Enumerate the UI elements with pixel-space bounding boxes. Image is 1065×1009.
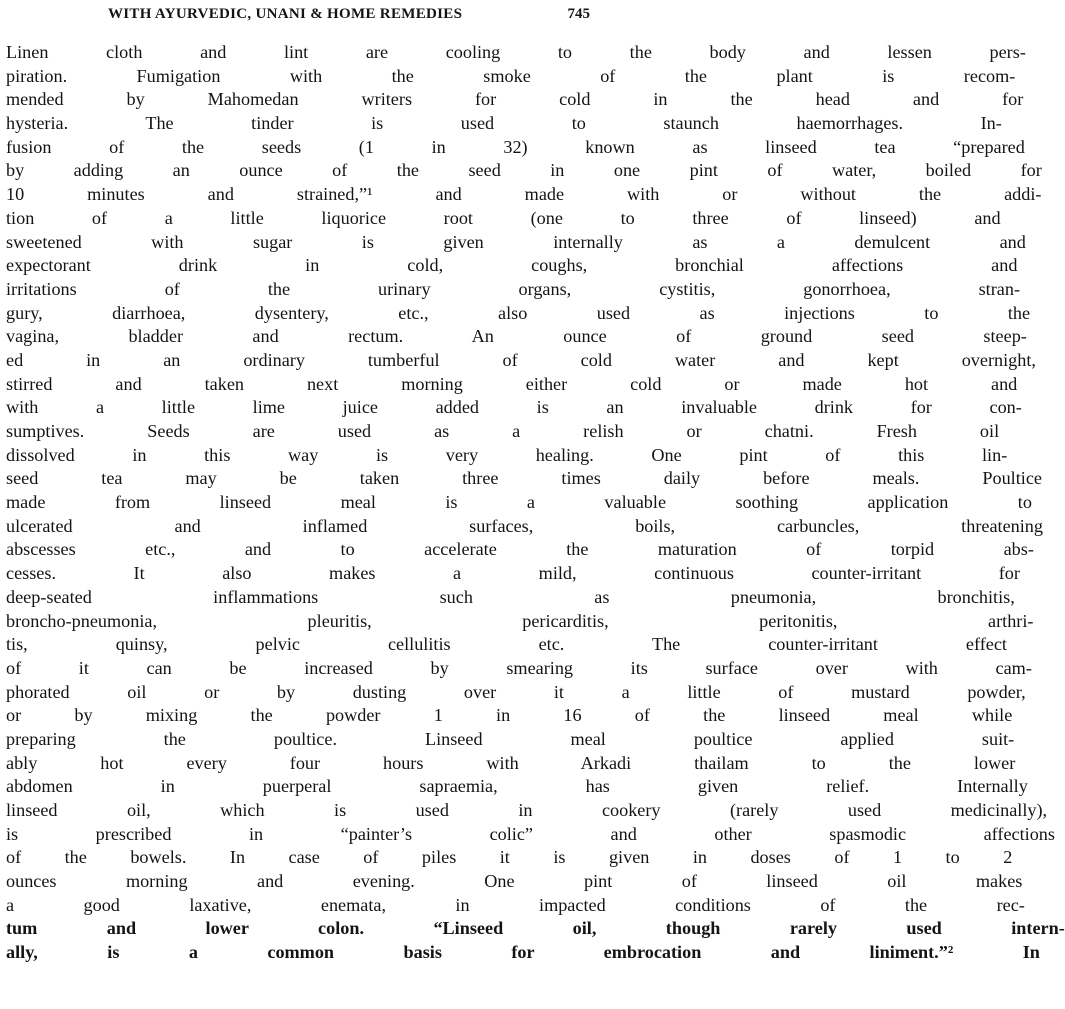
text-line: phorated oil or by dusting over it a little of mustard powder, (6, 681, 1026, 702)
text-line: stirred and taken next morning either cold or made hot and (6, 373, 1018, 394)
text-line: hysteria. The tinder is used to staunch haemorrhages. In- (6, 113, 1002, 134)
text-line: preparing the poultice. Linseed meal poultice applied suit- (6, 728, 1015, 749)
text-line: vagina, bladder and rectum. An ounce of ground seed steep- (6, 326, 1027, 347)
text-line: 10 minutes and strained,”¹ and made with or without the addi- (6, 184, 1042, 205)
text-line: tis, quinsy, pelvic cellulitis etc. The counter-irritant effect (6, 634, 1007, 655)
text-line: by adding an ounce of the seed in one pint of water, boiled for (6, 160, 1042, 181)
text-line: sweetened with sugar is given internally as a demulcent and (6, 231, 1026, 252)
text-line: fusion of the seeds (1 in 32) known as linseed tea “prepared (6, 136, 1025, 157)
text-line: ally, is a common basis for embrocation and liniment.”² In (6, 942, 1040, 963)
text-line: deep-seated inflammations such as pneumonia, bronchitis, (6, 586, 1015, 607)
text-line: tum and lower colon. “Linseed oil, though rarely used intern- (6, 918, 1065, 939)
body-text (6, 41, 1065, 965)
text-line: gury, diarrhoea, dysentery, etc., also used as injections to the (6, 302, 1031, 323)
text-line: dissolved in this way is very healing. One pint of this lin- (6, 444, 1008, 465)
text-line: cesses. It also makes a mild, continuous counter-irritant for (6, 563, 1020, 584)
text-line: or by mixing the powder 1 in 16 of the linseed meal while (6, 705, 1013, 726)
text-line: of it can be increased by smearing its surface over with cam- (6, 657, 1032, 678)
text-line: linseed oil, which is used in cookery (rarely used medicinally), (6, 800, 1048, 820)
text-line: ed in an ordinary tumberful of cold water and kept overnight, (6, 349, 1036, 370)
text-line: seed tea may be taken three times daily before meals. Poultice (6, 468, 1042, 489)
text-line: ulcerated and inflamed surfaces, boils, carbuncles, threatening (6, 515, 1043, 536)
text-line: irritations of the urinary organs, cystitis, gonorrhoea, stran- (6, 278, 1020, 299)
text-line: abscesses etc., and to accelerate the maturation of torpid abs- (6, 539, 1034, 560)
text-line: broncho-pneumonia, pleuritis, pericarditis, peritonitis, arthri- (6, 610, 1034, 631)
text-line: sumptives. Seeds are used as a relish or chatni. Fresh oil (6, 421, 1000, 441)
text-line: ounces morning and evening. One pint of linseed oil makes (6, 871, 1023, 892)
running-header (8, 6, 590, 30)
text-line: mended by Mahomedan writers for cold in the head and for (6, 89, 1024, 110)
text-line: piration. Fumigation with the smoke of the plant is recom- (6, 65, 1016, 86)
text-line: is prescribed in “painter’s colic” and other spasmodic affections (6, 823, 1055, 844)
text-line: expectorant drink in cold, coughs, bronchial affections and (6, 255, 1018, 276)
text-line: abdomen in puerperal sapraemia, has given relief. Internally (6, 776, 1028, 797)
text-line: ably hot every four hours with Arkadi thailam to the lower (6, 752, 1016, 773)
text-line: Linen cloth and lint are cooling to the body and lessen pers- (6, 42, 1026, 62)
page-number: 745 (567, 6, 590, 22)
text-line: of the bowels. In case of piles it is given in doses of 1 to 2 (6, 847, 1013, 868)
running-header-title: WITH AYURVEDIC, UNANI & HOME REMEDIES (108, 6, 463, 22)
text-line: a good laxative, enemata, in impacted conditions of the rec- (6, 894, 1025, 915)
text-line: with a little lime juice added is an invaluable drink for con- (6, 397, 1022, 418)
text-line: tion of a little liquorice root (one to three of linseed) and (6, 207, 1001, 228)
text-line: made from linseed meal is a valuable soothing application to (6, 492, 1032, 513)
